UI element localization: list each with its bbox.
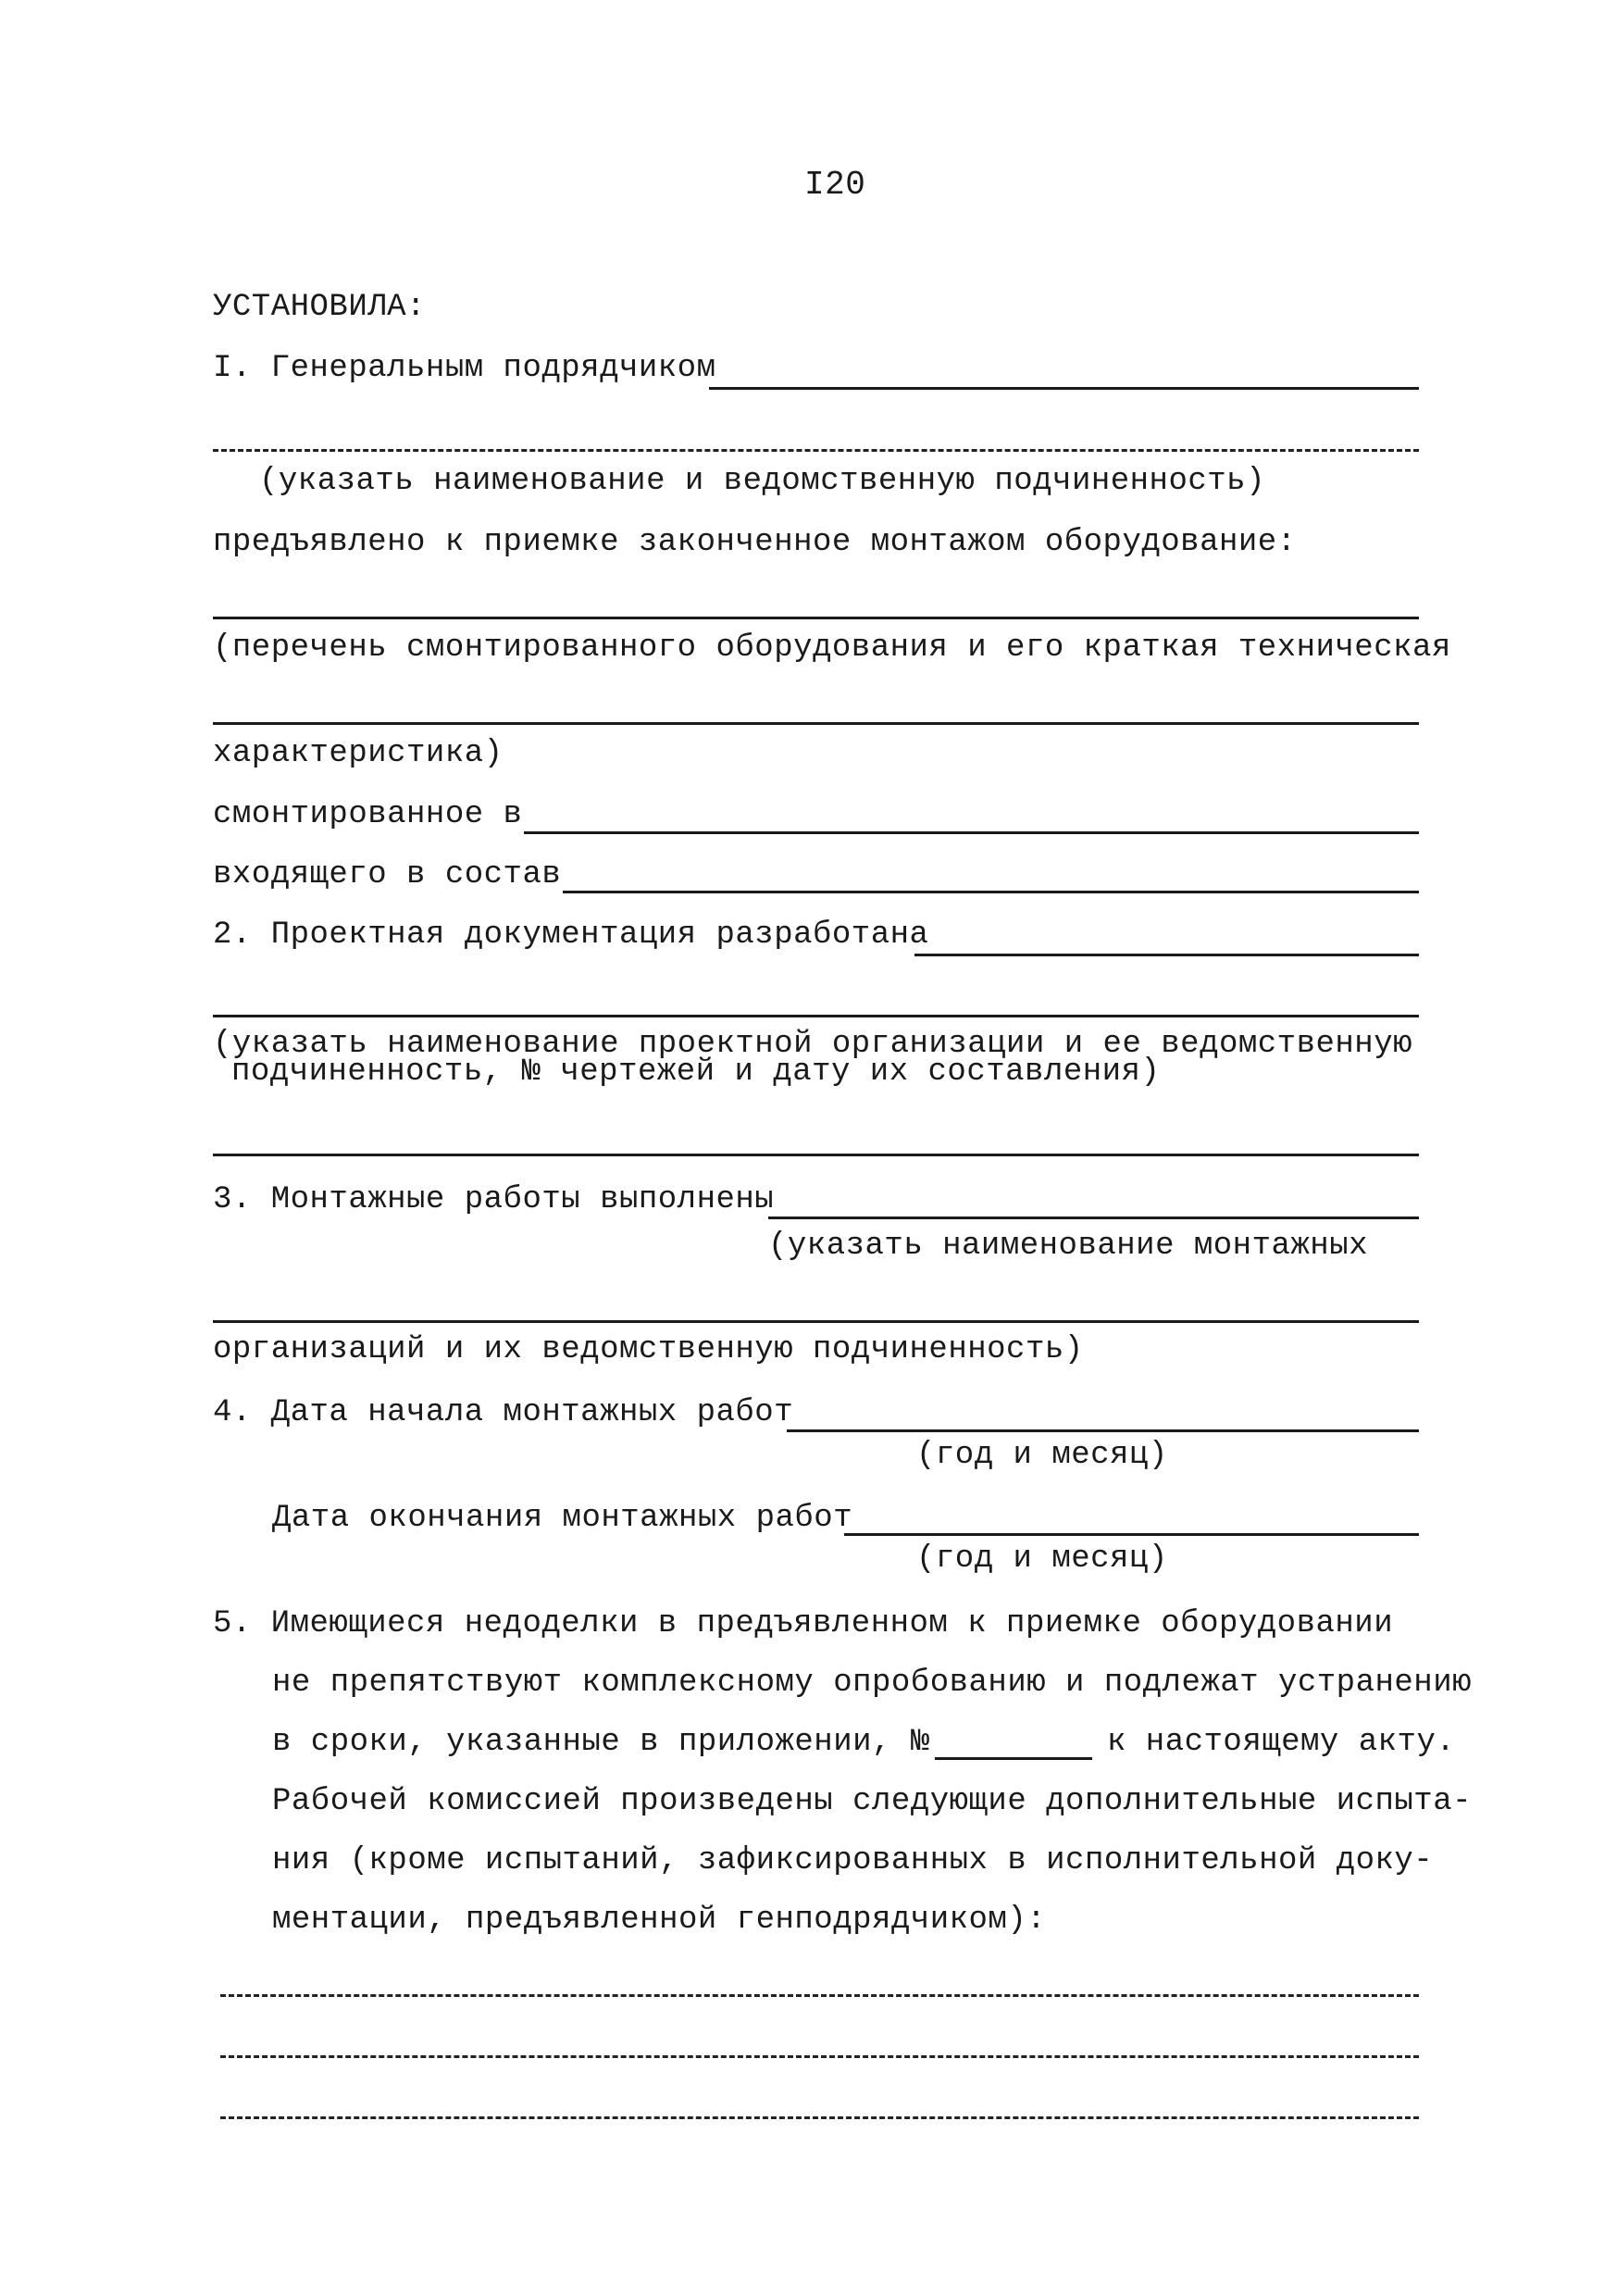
design-docs-label: 2. Проектная документация разработана: [213, 917, 929, 953]
section5-line2: не препятствуют комплексному опробованию и подлежат устранению: [272, 1666, 1473, 1701]
start-date-hint: (год и месяц): [916, 1438, 1168, 1473]
start-date-field[interactable]: [787, 1429, 1419, 1432]
installation-hint-2: организаций и их ведомственную подчиненность): [213, 1332, 1084, 1367]
part-of-field[interactable]: [563, 891, 1419, 893]
presented-text: предъявлено к приемке законченное монтажом оборудование:: [213, 525, 1297, 560]
mounted-in-label: смонтированное в: [213, 797, 523, 832]
equipment-list-hint-1: (перечень смонтированного оборудования и его краткая техническая: [213, 630, 1451, 666]
equipment-list-field-line2[interactable]: [213, 722, 1419, 725]
section5-line3b: к настоящему акту.: [1107, 1725, 1456, 1760]
mounted-in-field[interactable]: [524, 831, 1419, 834]
installation-field-line2[interactable]: [213, 1320, 1419, 1323]
additional-tests-field-line2[interactable]: [220, 2055, 1419, 2058]
general-contractor-label: I. Генеральным подрядчиком: [213, 351, 716, 386]
end-date-label: Дата окончания монтажных работ: [272, 1501, 853, 1536]
additional-tests-field-line3[interactable]: [220, 2116, 1419, 2119]
design-docs-hint-1: (указать наименование проектной организации и ее ведомственную: [213, 1027, 1413, 1062]
appendix-number-field[interactable]: [935, 1757, 1092, 1760]
start-date-label: 4. Дата начала монтажных работ: [213, 1395, 794, 1430]
section5-line3a: в сроки, указанные в приложении, №: [272, 1725, 930, 1760]
general-contractor-hint: (указать наименование и ведомственную подчиненность): [259, 464, 1265, 499]
equipment-list-hint-2: характеристика): [213, 736, 504, 771]
design-docs-field-line3[interactable]: [213, 1154, 1419, 1156]
design-docs-field[interactable]: [914, 954, 1419, 956]
section-heading: УСТАНОВИЛА:: [213, 290, 426, 325]
installation-hint-1: (указать наименование монтажных: [768, 1229, 1369, 1264]
additional-tests-field-line1[interactable]: [220, 1994, 1419, 1997]
page-number: I20: [804, 166, 866, 204]
general-contractor-field-line2[interactable]: [213, 449, 1419, 452]
design-docs-field-line2[interactable]: [213, 1015, 1419, 1017]
equipment-list-field[interactable]: [213, 617, 1419, 619]
section5-line5: ния (кроме испытаний, зафиксированных в исполнительной доку-: [272, 1843, 1434, 1878]
section5-line6: ментации, предъявленной генподрядчиком):: [272, 1903, 1047, 1938]
part-of-label: входящего в состав: [213, 857, 562, 892]
installation-label: 3. Монтажные работы выполнены: [213, 1182, 775, 1217]
end-date-hint: (год и месяц): [916, 1541, 1168, 1577]
installation-field[interactable]: [768, 1217, 1419, 1219]
general-contractor-field[interactable]: [709, 387, 1419, 390]
section5-line4: Рабочей комиссией произведены следующие дополнительные испыта-: [272, 1784, 1473, 1819]
design-docs-hint-2: подчиненность, № чертежей и дату их составления): [231, 1054, 1161, 1090]
end-date-field[interactable]: [844, 1533, 1419, 1536]
section5-line1: 5. Имеющиеся недоделки в предъявленном к приемке оборудовании: [213, 1606, 1394, 1641]
